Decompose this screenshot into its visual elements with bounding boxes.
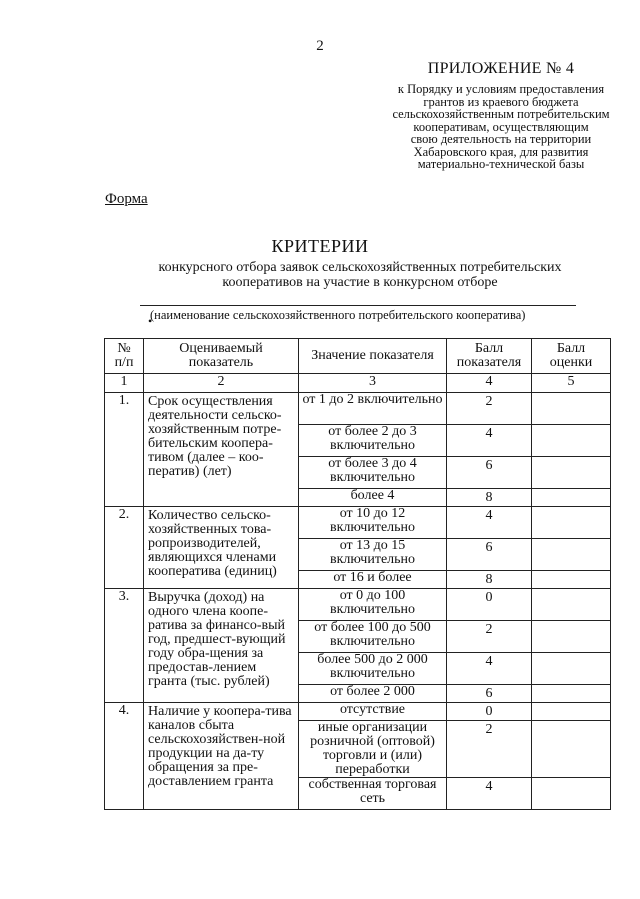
score-cell[interactable] [532, 393, 611, 425]
indicator-value: от 13 до 15 включительно [299, 539, 447, 571]
criterion-indicator: Наличие у коопера-тива каналов сбыта сельскохозяйствен-ной продукции на да-ту обращения за пре-доставлением гранта [144, 703, 299, 810]
score-cell[interactable] [532, 703, 611, 721]
indicator-points: 4 [447, 425, 532, 457]
score-cell[interactable] [532, 721, 611, 778]
score-cell[interactable] [532, 539, 611, 571]
header-points: Балл показателя [447, 339, 532, 374]
score-cell[interactable] [532, 571, 611, 589]
indicator-points: 2 [447, 621, 532, 653]
header-score: Балл оценки [532, 339, 611, 374]
criterion-number: 4. [105, 703, 144, 810]
criterion-indicator: Количество сельско-хозяйственных това-ропроизводителей, являющихся членами кооператива (единиц) [144, 507, 299, 589]
cooperative-name-line [140, 305, 576, 306]
column-number-row [105, 374, 611, 393]
indicator-points: 6 [447, 539, 532, 571]
indicator-value: от более 100 до 500 включительно [299, 621, 447, 653]
column-number: 3 [299, 374, 447, 393]
indicator-points: 4 [447, 778, 532, 810]
score-cell[interactable] [532, 507, 611, 539]
criteria-title: КРИТЕРИИ [271, 236, 369, 256]
indicator-value: от 1 до 2 включительно [299, 393, 447, 425]
indicator-value: отсутствие [299, 703, 447, 721]
indicator-points: 4 [447, 507, 532, 539]
criterion-indicator: Выручка (доход) на одного члена коопе-ратива за финансо-вый год, предшест-вующий году обра-щения за предостав-лением гранта (тыс. рублей) [144, 589, 299, 703]
criterion-number: 3. [105, 589, 144, 703]
criterion-number: 1. [105, 393, 144, 507]
score-cell[interactable] [532, 489, 611, 507]
page-number: 2 [316, 38, 324, 54]
table-row [105, 703, 611, 721]
indicator-value: собственная торговая сеть [299, 778, 447, 810]
indicator-value: от более 3 до 4 включительно [299, 457, 447, 489]
indicator-points: 0 [447, 703, 532, 721]
indicator-value: от более 2 000 [299, 685, 447, 703]
score-cell[interactable] [532, 685, 611, 703]
header-num: № п/п [105, 339, 144, 374]
column-number: 5 [532, 374, 611, 393]
appendix-title: ПРИЛОЖЕНИЕ № 4 [427, 60, 575, 77]
score-cell[interactable] [532, 589, 611, 621]
table-row [105, 507, 611, 539]
indicator-points: 6 [447, 685, 532, 703]
cooperative-name-caption: (наименование сельскохозяйственного потребительского кооператива) [150, 308, 526, 322]
indicator-value: от более 2 до 3 включительно [299, 425, 447, 457]
indicator-value: более 4 [299, 489, 447, 507]
indicator-value: иные организации розничной (оптовой) торговли и (или) переработки [299, 721, 447, 778]
indicator-points: 8 [447, 489, 532, 507]
column-number: 1 [105, 374, 144, 393]
indicator-points: 4 [447, 653, 532, 685]
form-label: Форма [105, 191, 148, 207]
indicator-points: 6 [447, 457, 532, 489]
table-row [105, 589, 611, 621]
score-cell[interactable] [532, 621, 611, 653]
header-value: Значение показателя [299, 339, 447, 374]
table-row [105, 393, 611, 425]
indicator-points: 8 [447, 571, 532, 589]
column-number: 4 [447, 374, 532, 393]
indicator-points: 0 [447, 589, 532, 621]
indicator-value: от 16 и более [299, 571, 447, 589]
appendix-text: к Порядку и условиям предоставления грантов из краевого бюджета сельскохозяйственным потребительским кооперативам, осуществляющим свою деятельность на территории Хабаровского края, для развития материально-технической базы [392, 82, 610, 171]
indicator-points: 2 [447, 393, 532, 425]
table-header-row [105, 339, 611, 374]
indicator-value: от 0 до 100 включительно [299, 589, 447, 621]
column-number: 2 [144, 374, 299, 393]
score-cell[interactable] [532, 457, 611, 489]
indicator-value: от 10 до 12 включительно [299, 507, 447, 539]
appendix-block [386, 60, 616, 171]
score-cell[interactable] [532, 653, 611, 685]
indicator-points: 2 [447, 721, 532, 778]
bullet-mark: • [148, 314, 153, 328]
criterion-number: 2. [105, 507, 144, 589]
criteria-table [104, 338, 611, 810]
score-cell[interactable] [532, 425, 611, 457]
indicator-value: более 500 до 2 000 включительно [299, 653, 447, 685]
criterion-indicator: Срок осуществления деятельности сельско-хозяйственным потре-бительским коопера-тивом (далее – коо-ператив) (лет) [144, 393, 299, 507]
header-indicator: Оцениваемый показатель [144, 339, 299, 374]
score-cell[interactable] [532, 778, 611, 810]
criteria-subtitle: конкурсного отбора заявок сельскохозяйственных потребительских кооперативов на участие в конкурсном отборе [158, 260, 562, 290]
